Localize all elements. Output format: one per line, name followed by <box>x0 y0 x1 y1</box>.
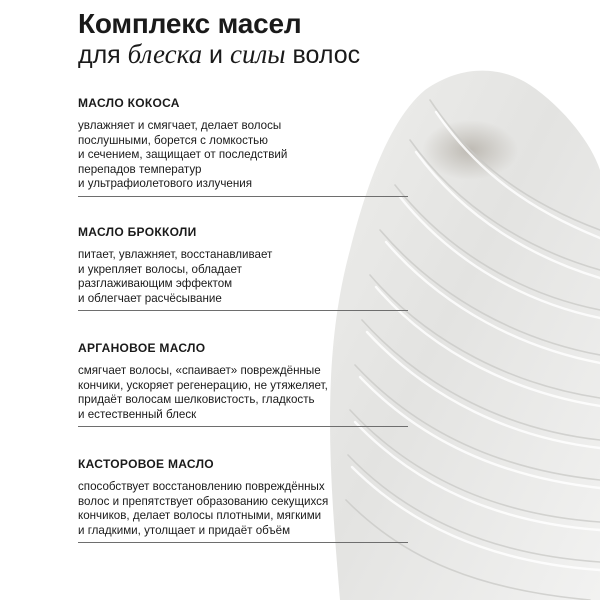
section-divider <box>78 196 408 197</box>
section-heading: АРГАНОВОЕ МАСЛО <box>78 341 206 355</box>
description-line: и укрепляет волосы, обладает <box>78 262 242 276</box>
subtitle-italic-strength: силы <box>229 39 286 69</box>
description-line: послушными, борется с ломкостью <box>78 133 268 147</box>
description-line: и гладкими, утолщает и придаёт объём <box>78 523 291 537</box>
section-heading: МАСЛО БРОККОЛИ <box>78 225 197 239</box>
section-description <box>78 480 418 538</box>
description-line: перепадов температур <box>78 162 202 176</box>
description-line: и естественный блеск <box>78 407 197 421</box>
section-heading: КАСТОРОВОЕ МАСЛО <box>78 457 214 471</box>
description-line: способствует восстановлению повреждённых <box>78 480 325 493</box>
description-line: питает, увлажняет, восстанавливает <box>78 248 273 261</box>
description-line: и сечением, защищает от последствий <box>78 148 288 162</box>
section-description <box>78 364 418 422</box>
section-argan-oil <box>78 341 418 422</box>
page-title: Комплекс масел <box>78 8 302 39</box>
description-line: волос и препятствует образованию секущихся <box>78 494 329 508</box>
subtitle-part-2: и <box>209 41 224 69</box>
section-description <box>78 119 418 192</box>
subtitle-part-3: волос <box>292 41 361 69</box>
description-line: кончики, ускоряет регенерацию, не утяжеляет, <box>78 378 328 392</box>
section-divider <box>78 542 408 543</box>
section-divider <box>78 310 408 311</box>
section-castor-oil <box>78 457 418 538</box>
section-heading: МАСЛО КОКОСА <box>78 96 180 110</box>
page-subtitle <box>78 40 360 69</box>
description-line: разглаживающим эффектом <box>78 277 233 291</box>
section-broccoli-oil <box>78 225 418 306</box>
section-coconut-oil <box>78 96 418 192</box>
subtitle-italic-shine: блеска <box>127 39 203 69</box>
section-description <box>78 248 418 306</box>
description-line: придаёт волосам шелковистость, гладкость <box>78 393 315 407</box>
section-divider <box>78 426 408 427</box>
description-line: увлажняет и смягчает, делает волосы <box>78 119 282 132</box>
description-line: смягчает волосы, «спаивает» повреждённые <box>78 364 321 377</box>
description-line: и облегчает расчёсывание <box>78 291 222 305</box>
description-line: и ультрафиолетового излучения <box>78 177 252 191</box>
subtitle-part-1: для <box>78 41 121 69</box>
description-line: кончиков, делает волосы плотными, мягкими <box>78 509 322 523</box>
